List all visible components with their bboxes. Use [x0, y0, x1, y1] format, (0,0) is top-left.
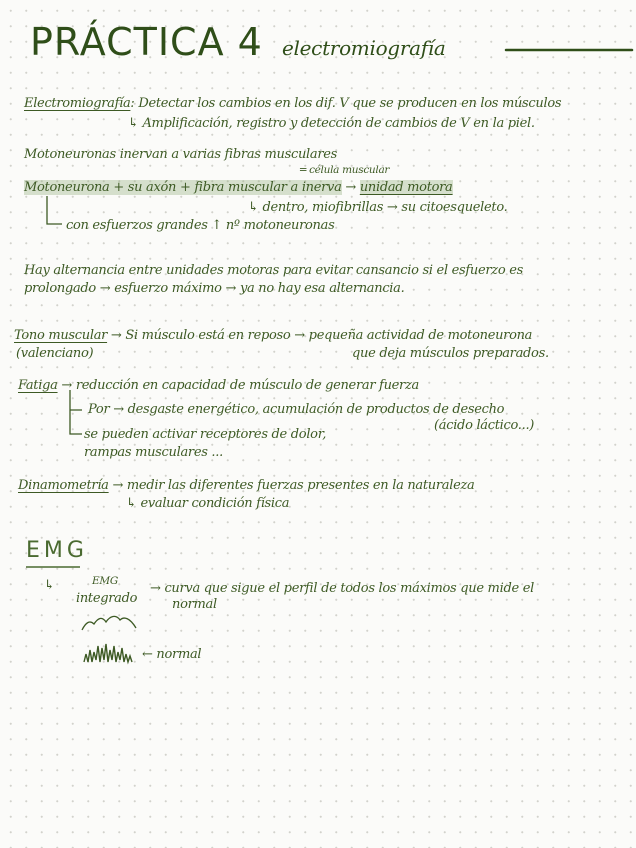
prolonged-text: prolongado	[24, 281, 96, 296]
motoneuron-line: Motoneuronas inervan a varias fibras musculares	[24, 147, 338, 162]
cytoskeleton-text: su citoesqueleto.	[401, 200, 508, 215]
intro-term: Electromiografía	[24, 96, 131, 111]
fatigue-b2: desgaste energético, acumulación de productos de desecho	[127, 402, 505, 417]
intro-line	[24, 96, 561, 111]
dynamometry-b2: evaluar condición física	[140, 496, 290, 511]
fatigue-b3-2: rampas musculares ...	[84, 445, 223, 460]
colon: :	[130, 96, 139, 111]
right-arrow-icon: →	[383, 200, 402, 215]
equals-mark: ═	[300, 164, 310, 176]
intro-detail-row	[128, 116, 535, 131]
tone-note: (valenciano)	[16, 346, 94, 361]
branch-arrow-icon: ↳	[128, 116, 143, 131]
emg-integrated-2: integrado	[76, 591, 138, 606]
emg-integrated-1: EMG	[92, 575, 118, 587]
branch-connector	[44, 196, 64, 230]
normal-label: ← normal	[142, 647, 202, 662]
right-arrow-icon: →	[109, 402, 128, 417]
intro-definition: Detectar los cambios en los dif. V que se producen en los músculos	[138, 96, 562, 111]
myofibril-row	[248, 200, 507, 215]
dynamometry-line	[18, 478, 475, 493]
dynamometry-term: Dinamometría	[18, 478, 109, 493]
annotation-text: célula muscular	[309, 164, 390, 176]
emg-underline	[26, 565, 82, 569]
raw-emg-signal-icon	[82, 640, 138, 666]
emg-desc-1: curva que sigue el perfil de todos los máximos que mide el	[164, 581, 534, 596]
effort-branch: con esfuerzos grandes ↑ nº motoneuronas	[66, 218, 335, 233]
right-arrow-icon: →	[221, 281, 240, 296]
alternation-line-1: Hay alternancia entre unidades motoras para evitar cansancio si el esfuerzo es	[24, 263, 523, 278]
emg-desc-row	[150, 581, 534, 596]
fatigue-b2-row	[88, 402, 504, 417]
emg-heading: EMG	[26, 538, 88, 563]
motor-unit-equation	[24, 180, 453, 195]
right-arrow-icon: →	[150, 581, 165, 596]
tone-result-2: que deja músculos preparados.	[352, 346, 549, 361]
fatigue-b2-note: (ácido láctico...)	[434, 418, 535, 433]
right-arrow-icon: →	[108, 478, 127, 493]
branch-arrow-icon: ↳	[248, 200, 263, 215]
fatigue-b3-1: se pueden activar receptores de dolor,	[84, 427, 327, 442]
tone-line	[14, 328, 532, 343]
tone-term: Tono muscular	[14, 328, 108, 343]
integrated-emg-curve-icon	[80, 612, 140, 634]
fatigue-connector	[66, 390, 86, 440]
emg-desc-2: normal	[172, 597, 217, 612]
tone-condition: Si músculo está en reposo	[125, 328, 291, 343]
no-alternation-text: ya no hay esa alternancia.	[239, 281, 405, 296]
right-arrow-icon: →	[95, 281, 115, 296]
motor-unit-term: unidad motora	[359, 180, 453, 195]
myofibril-text: dentro, miofibrillas	[262, 200, 384, 215]
fatigue-b1: reducción en capacidad de músculo de generar fuerza	[75, 378, 419, 393]
right-arrow-icon: →	[341, 180, 360, 195]
tone-result-1: pequeña actividad de motoneurona	[308, 328, 533, 343]
page-subtitle: electromiografía	[282, 36, 446, 60]
right-arrow-icon: →	[290, 328, 309, 343]
muscle-cell-annotation	[300, 164, 389, 176]
page-title: PRÁCTICA 4	[30, 20, 263, 64]
max-effort-text: esfuerzo máximo	[114, 281, 222, 296]
intro-detail: Amplificación, registro y detección de cambios de V en la piel.	[142, 116, 535, 131]
emg-branch-arrow-icon: ↳	[44, 578, 55, 593]
dynamometry-b1: medir las diferentes fuerzas presentes en la naturaleza	[126, 478, 475, 493]
right-arrow-icon: →	[107, 328, 126, 343]
fatigue-term: Fatiga	[18, 378, 58, 393]
alternation-line-2	[24, 281, 404, 296]
equation-left: Motoneurona + su axón + fibra muscular a inerva	[24, 180, 342, 195]
title-rule	[506, 48, 632, 52]
fatigue-b2-label: Por	[88, 402, 110, 417]
right-arrow-icon: →	[57, 378, 76, 393]
dynamometry-b2-row	[126, 496, 289, 511]
branch-arrow-icon: ↳	[126, 496, 141, 511]
